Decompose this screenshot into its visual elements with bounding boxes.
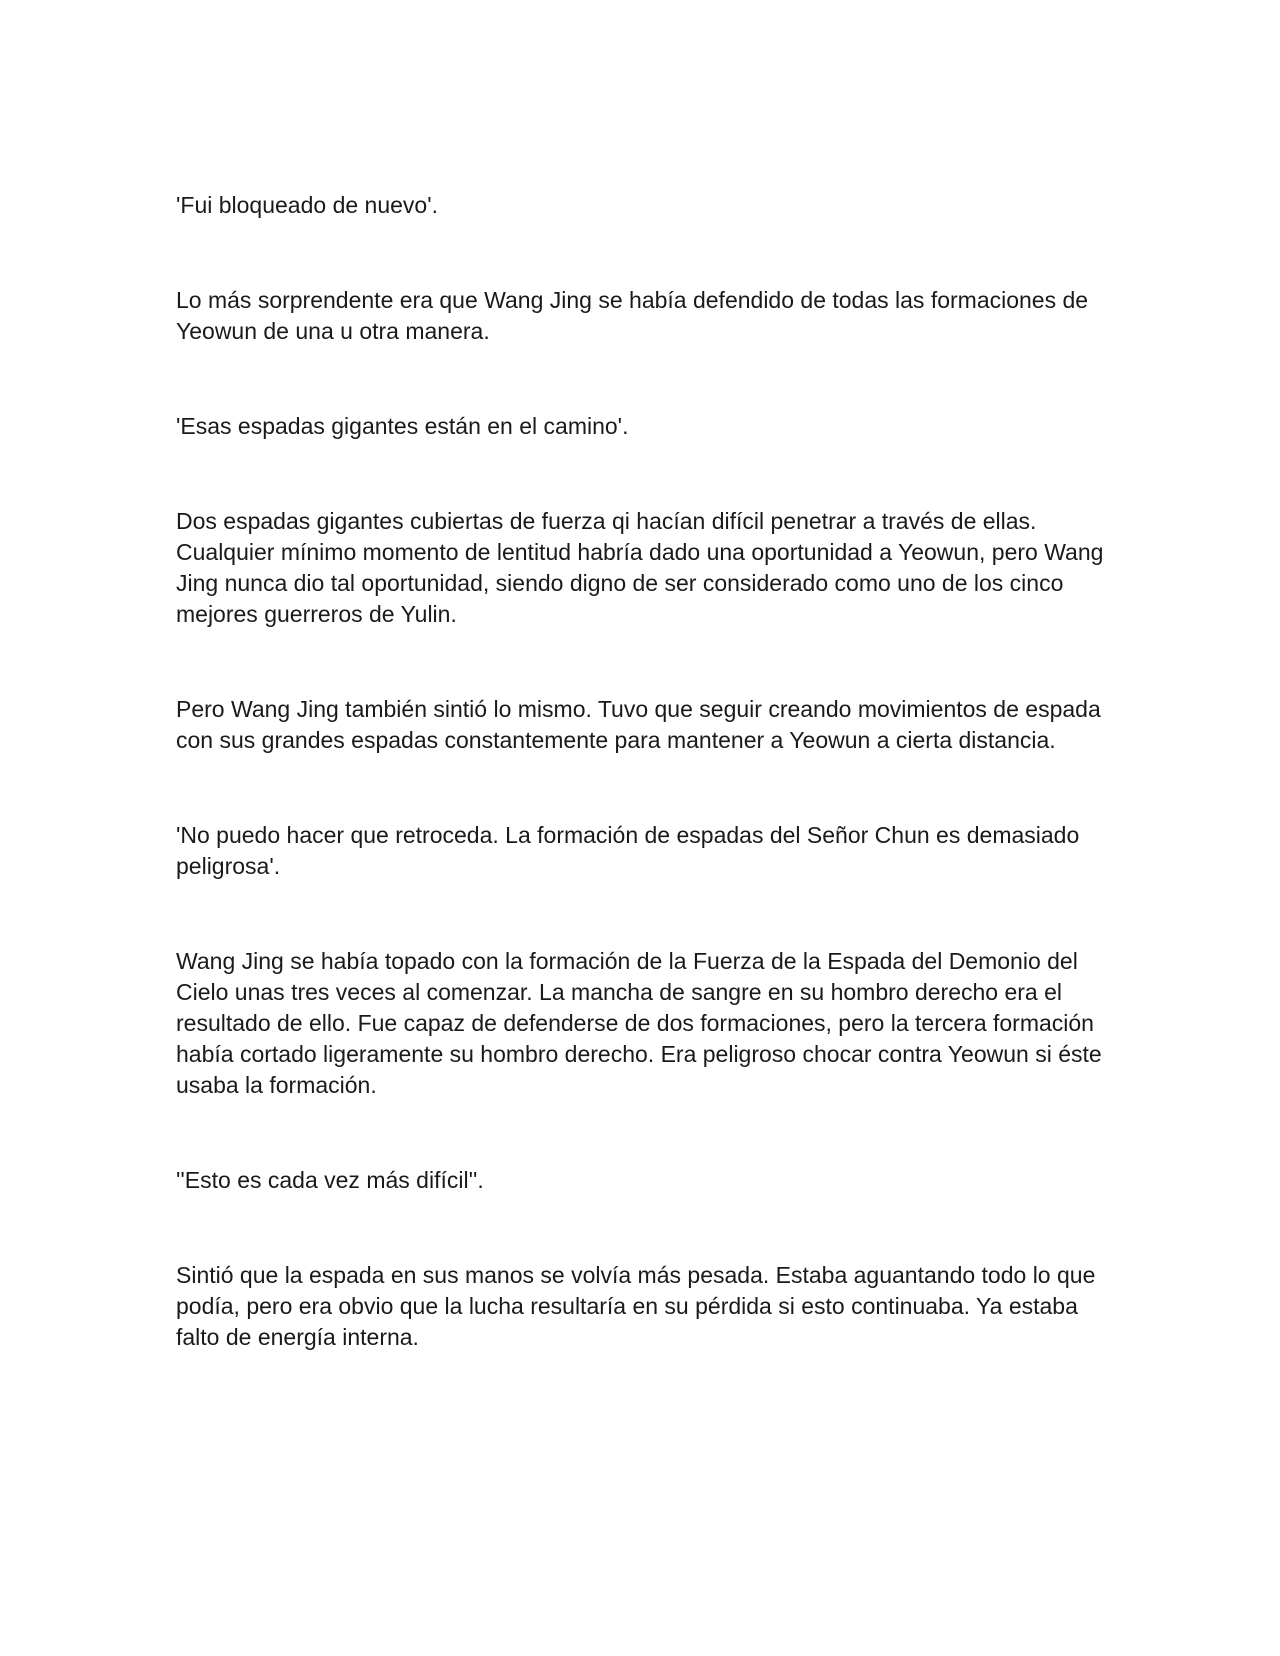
paragraph-4: Dos espadas gigantes cubiertas de fuerza qi hacían difícil penetrar a través de ellas. Cualquier mínimo momento de lentitud habría dado una oportunidad a Yeowun, pero Wang Jing nunca dio tal oportunidad, siendo digno de ser considerado como uno de los cinco mejores guerreros de Yulin. [176, 508, 1104, 627]
document-body [176, 190, 1106, 1353]
paragraph-2: Lo más sorprendente era que Wang Jing se había defendido de todas las formaciones de Yeowun de una u otra manera. [176, 287, 1089, 344]
paragraph-9: Sintió que la espada en sus manos se volvía más pesada. Estaba aguantando todo lo que podía, pero era obvio que la lucha resultaría en su pérdida si esto continuaba. Ya estaba falto de energía interna. [176, 1262, 1096, 1350]
paragraph-1: 'Fui bloqueado de nuevo'. [176, 192, 438, 218]
paragraph-8: ''Esto es cada vez más difícil''. [176, 1167, 484, 1193]
paragraph-7: Wang Jing se había topado con la formación de la Fuerza de la Espada del Demonio del Cielo unas tres veces al comenzar. La mancha de sangre en su hombro derecho era el resultado de ello. Fue capaz de defenderse de dos formaciones, pero la tercera formación había cortado ligeramente su hombro derecho. Era peligroso chocar contra Yeowun si éste usaba la formación. [176, 948, 1102, 1098]
paragraph-5: Pero Wang Jing también sintió lo mismo. Tuvo que seguir creando movimientos de espada con sus grandes espadas constantemente para mantener a Yeowun a cierta distancia. [176, 696, 1101, 753]
paragraph-6: 'No puedo hacer que retroceda. La formación de espadas del Señor Chun es demasiado peligrosa'. [176, 822, 1080, 879]
paragraph-3: 'Esas espadas gigantes están en el camino'. [176, 413, 629, 439]
